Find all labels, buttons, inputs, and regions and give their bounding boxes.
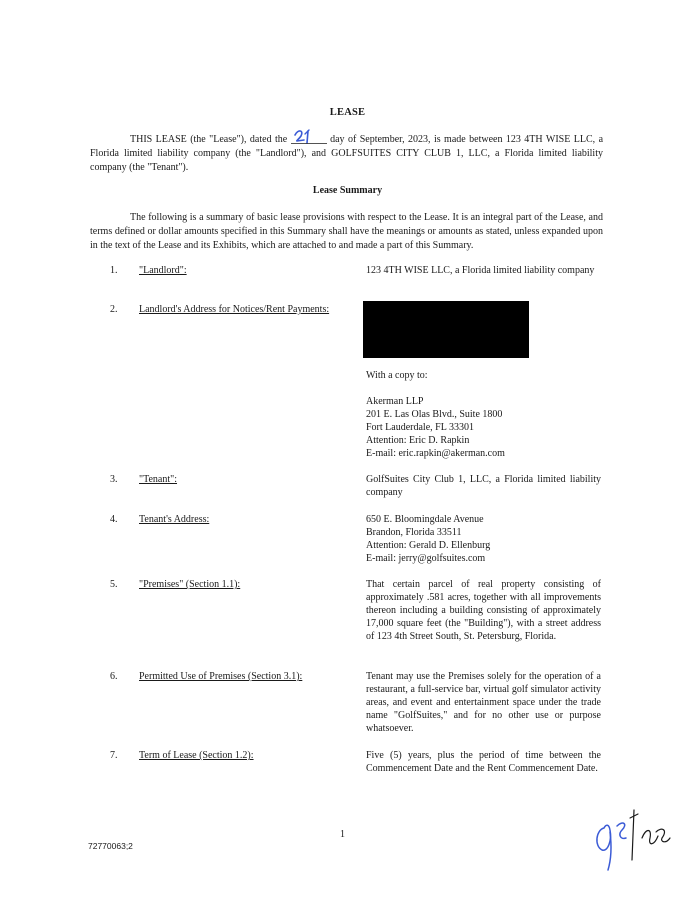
document-title: LEASE: [329, 107, 366, 118]
item-value: [366, 473, 601, 499]
value-line: 650 E. Bloomingdale Avenue: [366, 514, 484, 525]
item-label: Permitted Use of Premises (Section 3.1):: [139, 671, 303, 682]
item-label: "Landlord":: [139, 265, 187, 276]
item-number: 1.: [110, 265, 118, 276]
value-line: GolfSuites City Club 1, LLC, a Florida limited liability company: [366, 474, 601, 498]
copy-to-label: With a copy to:: [366, 370, 428, 381]
value-line: E-mail: eric.rapkin@akerman.com: [366, 448, 505, 459]
value-line: Brandon, Florida 33511: [366, 527, 462, 538]
document-id: 72770063;2: [88, 841, 133, 851]
item-number: 7.: [110, 750, 118, 761]
item-number: 6.: [110, 671, 118, 682]
item-label: Landlord's Address for Notices/Rent Payments:: [139, 304, 330, 315]
item-value: [366, 264, 601, 277]
value-line: Attention: Eric D. Rapkin: [366, 435, 470, 446]
intro-after-day: day of September, 2023, is made between 123 4TH WISE LLC, a Florida limited liability company (the "Landlord"), and GOLFSUITES CITY CLUB 1, LLC, a Florida limited liability company (the "Tenant").: [90, 134, 604, 173]
value-line: Attention: Gerald D. Ellenburg: [366, 540, 491, 551]
summary-intro: [90, 211, 603, 253]
value-line: Akerman LLP: [366, 396, 424, 407]
value-line: Tenant may use the Premises solely for the operation of a restaurant, a full-service bar, virtual golf simulator activity areas, and event and entertainment space under the trade name "GolfSuites," and for no other use or purpose whatsoever.: [366, 671, 601, 734]
item-value: [366, 513, 601, 565]
summary-intro-text: The following is a summary of basic lease provisions with respect to the Lease. It is an integral part of the Lease, and terms defined or dollar amounts specified in this Summary shall have the meanings or amounts as stated, unless expanded upon in the text of the Lease and its Exhibits, which are attached to and made a part of this Summary.: [90, 212, 603, 251]
handwritten-initials: [590, 800, 680, 875]
redaction-block: [363, 301, 529, 358]
handwritten-day: [291, 131, 327, 145]
intro-paragraph: [90, 131, 603, 175]
value-line: That certain parcel of real property consisting of approximately .581 acres, together with all improvements thereon including a building consisting of approximately 17,000 square feet (the "Building"), with a street address of 123 4th Street South, St. Petersburg, Florida.: [366, 579, 601, 642]
value-line: 201 E. Las Olas Blvd., Suite 1800: [366, 409, 503, 420]
item-value: [366, 749, 601, 775]
item-value: [366, 578, 601, 643]
value-line: Fort Lauderdale, FL 33301: [366, 422, 474, 433]
value-line: E-mail: jerry@golfsuites.com: [366, 553, 486, 564]
summary-title: Lease Summary: [312, 185, 383, 196]
item-number: 4.: [110, 514, 118, 525]
page-number: 1: [340, 829, 345, 840]
spacer: [366, 382, 601, 395]
item-label: Term of Lease (Section 1.2):: [139, 750, 254, 761]
item-label: "Premises" (Section 1.1):: [139, 579, 241, 590]
item-value: [366, 670, 601, 735]
item-label: Tenant's Address:: [139, 514, 210, 525]
value-line: Five (5) years, plus the period of time between the Commencement Date and the Rent Commencement Date.: [366, 750, 601, 774]
intro-before-day: THIS LEASE (the "Lease"), dated the: [130, 134, 291, 145]
item-label: "Tenant":: [139, 474, 178, 485]
value-line: 123 4TH WISE LLC, a Florida limited liability company: [366, 265, 595, 276]
item-number: 5.: [110, 579, 118, 590]
copy-to-value: [366, 369, 601, 460]
item-number: 2.: [110, 304, 118, 315]
item-number: 3.: [110, 474, 118, 485]
